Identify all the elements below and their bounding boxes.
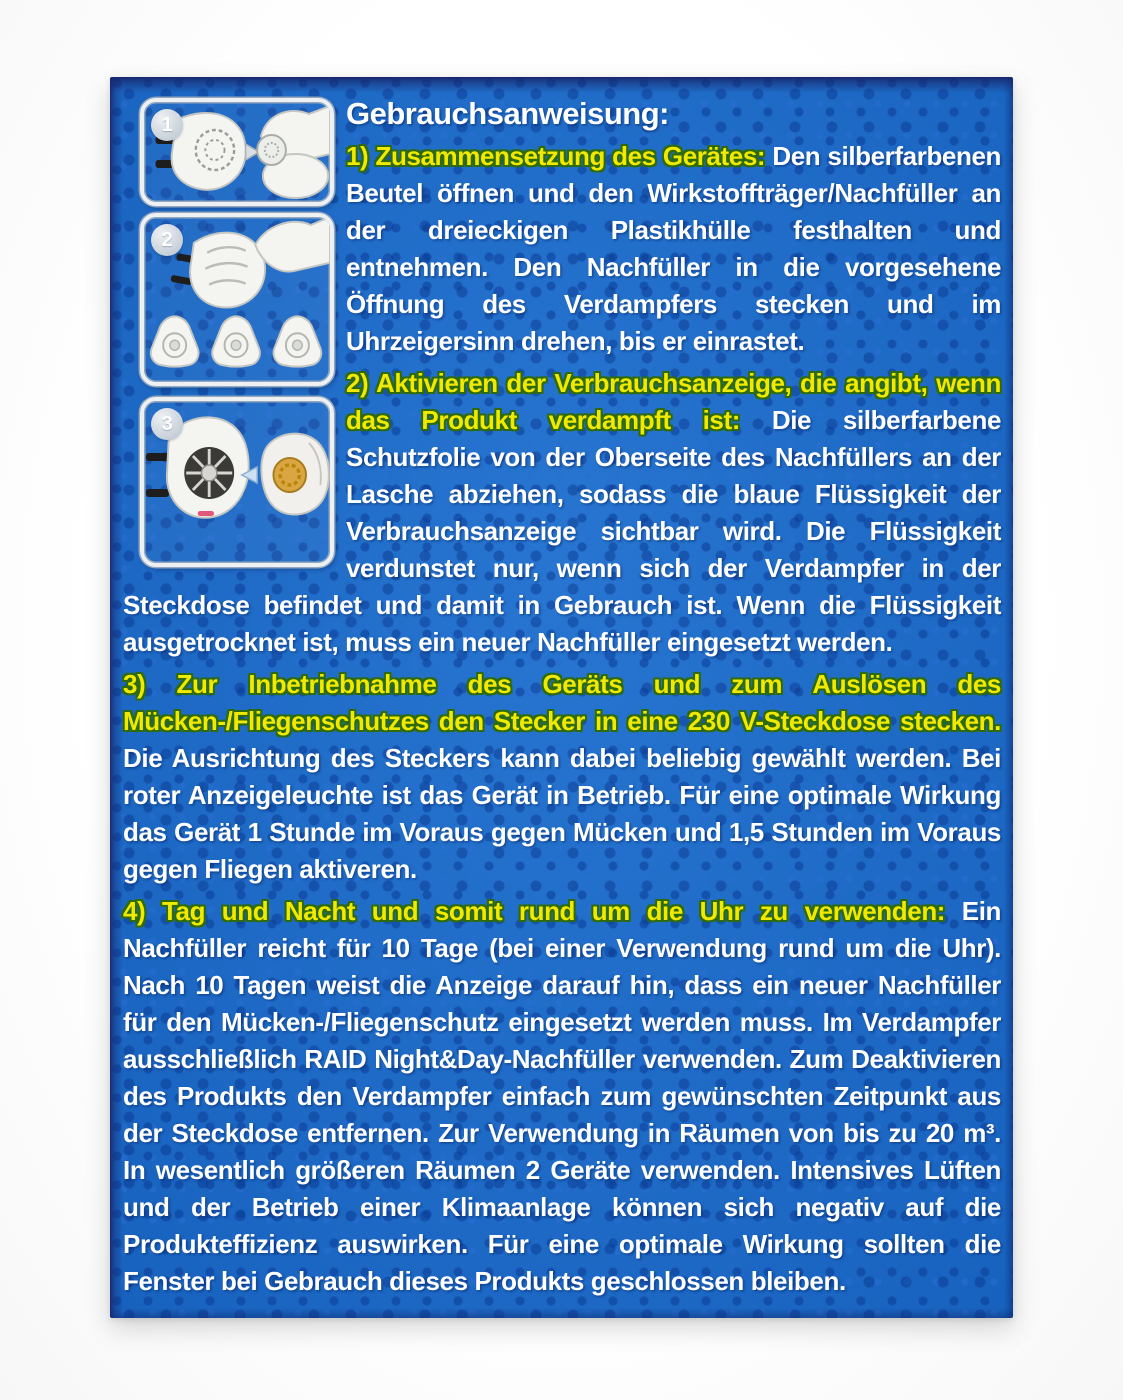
three-refills [151, 316, 321, 366]
step-2-body: Die silberfarbene Schutzfolie von der Oberseite des Nachfüllers an der Lasche abziehen, sodass die blaue Flüssigkeit der Verbrauchsanzeige sichtbar wird. Die Flüssigkeit verdunstet nur, wenn sich der Verdampfer in der Steckdose befindet und damit in Gebrauch ist. Wenn die Flüssigkeit ausgetrocknet ist, muss ein neuer Nachfüller eingesetzt werden. [123, 405, 1001, 657]
step-3-body: Die Ausrichtung des Steckers kann dabei beliebig gewählt werden. Bei roter Anzeigeleuchte ist das Gerät in Betrieb. Für eine optimale Wirkung das Gerät 1 Stunde im Voraus gegen Mücken und 1,5 Stunden im Voraus gegen Fliegen aktiveren. [123, 743, 1001, 884]
step-2-heading: 2) Aktivieren der Verbrauchsanzeige, die angibt, wenn das Produkt verdampft ist: [346, 368, 1001, 435]
step-1-body: Den silberfarbenen Beutel öffnen und den Wirkstoffträger/Nachfüller an der dreieckigen Plastikhülle festhalten und entnehmen. Den Nachfüller in die vorgesehene Öffnung des Verdampfers stecken und im Uhrzeigersinn drehen, bis er einrastet. [346, 141, 1002, 356]
step-4-heading: 4) Tag und Nacht und somit rund um die Uhr zu verwenden: [123, 896, 946, 926]
step-1-badge: 1 [151, 109, 183, 141]
step-4-body: Ein Nachfüller reicht für 10 Tage (bei einer Verwendung rund um die Uhr). Nach 10 Tagen weist die Anzeige darauf hin, dass ein neuer Nachfüller für den Mücken-/Fliegenschutz eingesetzt werden muss. Im Verdampfer ausschließlich RAID Night&Day-Nachfüller verwenden. Zum Deaktivieren des Produkts den Verdampfer einfach zum gewünschten Zeitpunkt aus der Steckdose entfernen. Zur Verwendung in Räumen von bis zu 20 m³. In wesentlich größeren Räumen 2 Geräte verwenden. Intensives Lüften und der Betrieb einer Klimaanlage können sich negativ auf die Produkteffizienz auswirken. Für eine optimale Wirkung sollten die Fenster bei Gebrauch dieses Produkts geschlossen bleiben. [123, 896, 1001, 1296]
indicator-light [198, 511, 214, 516]
instructions-title: Gebrauchsanweisung: [346, 96, 669, 131]
step-3-heading: 3) Zur Inbetriebnahme des Geräts und zum Auslösen des Mücken-/Fliegenschutzes den Stecker in eine 230 V-Steckdose stecken. [123, 669, 1001, 736]
package-back-panel [110, 77, 1013, 1318]
step-3-badge: 3 [151, 408, 183, 440]
step-1-figure [140, 98, 334, 206]
step-2-badge: 2 [151, 224, 183, 256]
step-1-heading: 1) Zusammensetzung des Gerätes: [346, 141, 766, 171]
step-3-figure [140, 397, 334, 567]
hand-holding-refill [257, 106, 330, 198]
step-3-paragraph [123, 666, 1001, 888]
instruction-figures [140, 98, 334, 567]
step-2-figure [140, 213, 334, 386]
refill-cartridge [261, 434, 329, 515]
step-4-paragraph [123, 893, 1001, 1300]
hand [255, 217, 330, 272]
plug-device [170, 233, 265, 308]
